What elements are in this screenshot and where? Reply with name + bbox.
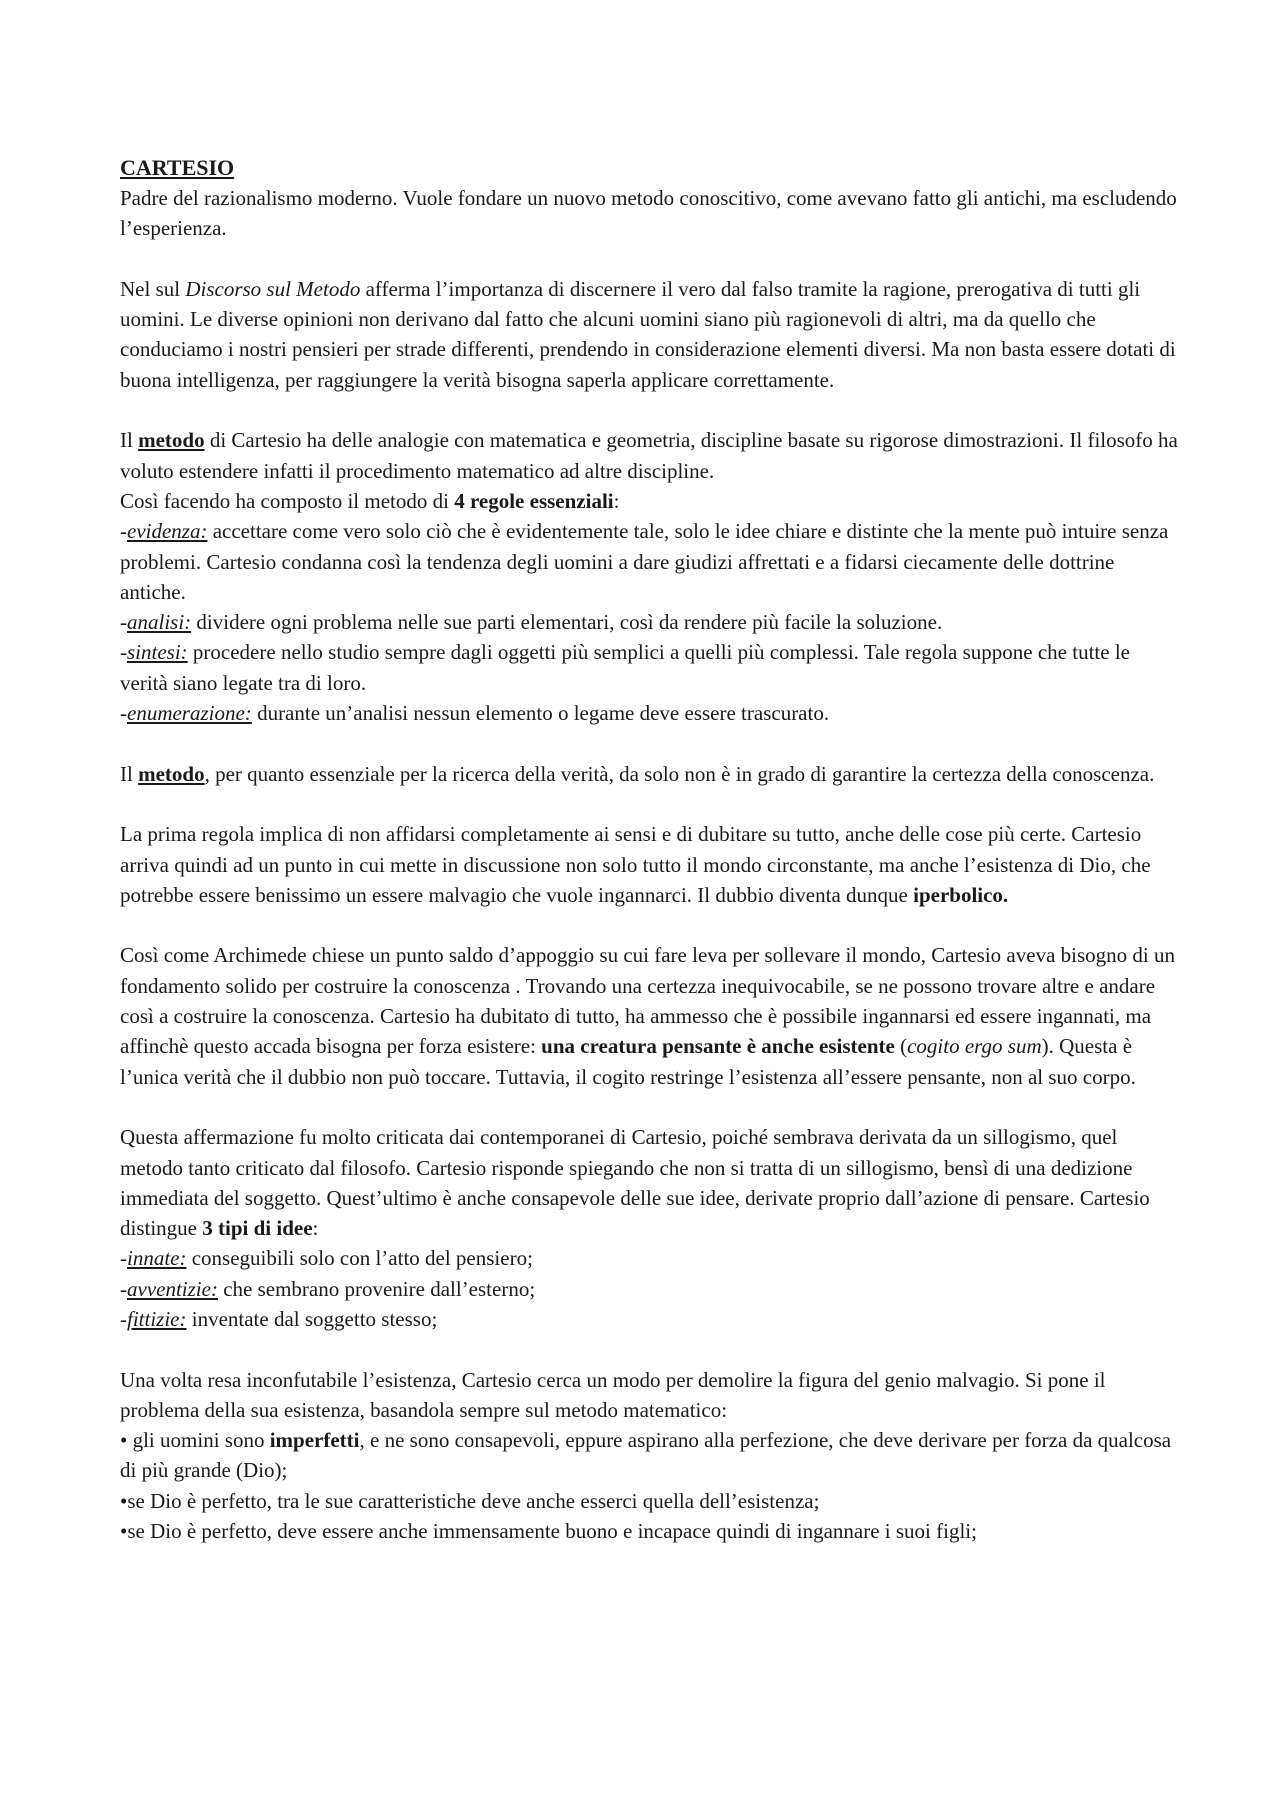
rule-text: procedere nello studio sempre dagli oggetti più semplici a quelli più complessi. Tale regola suppone che tutte le verità siano legate tra di loro. <box>120 640 1130 695</box>
idea-text: conseguibili solo con l’atto del pensiero; <box>186 1246 533 1271</box>
dash: - <box>120 519 127 544</box>
text-run: • gli uomini sono <box>120 1428 270 1453</box>
text-run: afferma l’importanza di discernere il vero dal falso tramite la ragione, prerogativa di tutti gli uomini. Le diverse opinioni non derivano dal fatto che alcuni uomini siano più ragionevoli di altri, ma da quello che conduciamo i nostri pensieri per strade differenti, prendendo in considerazione elementi diversi. Ma non basta essere dotati di buona intelligenza, per raggiungere la verità bisogna saperla applicare correttamente. <box>120 276 1176 392</box>
rules-count: 4 regole essenziali <box>454 488 614 513</box>
bullet-item: •se Dio è perfetto, deve essere anche immensamente buono e incapace quindi di ingannare i suoi figli; <box>120 1519 977 1544</box>
idea-term: innate: <box>127 1246 187 1271</box>
iperbolico-term: iperbolico. <box>913 882 1009 907</box>
rule-text: dividere ogni problema nelle sue parti elementari, così da rendere più facile la soluzione. <box>191 610 943 635</box>
dubbio-paragraph <box>120 819 1180 910</box>
idea-item <box>120 1304 1180 1334</box>
bullet-item <box>120 1425 1180 1486</box>
text-run: di Cartesio ha delle analogie con matematica e geometria, discipline basate su rigorose dimostrazioni. Il filosofo ha voluto estendere infatti il procedimento matematico ad altre discipline. <box>120 428 1178 483</box>
rule-item <box>120 637 1180 698</box>
archimede-paragraph <box>120 940 1180 1091</box>
idea-text: che sembrano provenire dall’esterno; <box>217 1276 536 1301</box>
imperfetti-term: imperfetti <box>269 1428 360 1453</box>
dash: - <box>120 1306 127 1331</box>
ideas-count: 3 tipi di idee <box>202 1216 313 1241</box>
spacer <box>120 1334 1180 1364</box>
spacer <box>120 728 1180 758</box>
text-run: : <box>613 488 620 513</box>
text-run: ). Questa è l’unica verità che il dubbio non può toccare. Tuttavia, il cogito restringe l’esistenza all’essere pensante, non al suo corpo. <box>120 1034 1136 1089</box>
rule-text: accettare come vero solo ciò che è evidentemente tale, solo le idee chiare e distinte che la mente può intuire senza problemi. Cartesio condanna così la tendenza degli uomini a dare giudizi affrettati e a fidarsi ciecamente delle dottrine antiche. <box>120 519 1169 604</box>
text-run: : <box>312 1216 319 1241</box>
text-run: Nel sul <box>120 276 186 301</box>
dash: - <box>120 1246 127 1271</box>
dio-paragraph: Una volta resa inconfutabile l’esistenza, Cartesio cerca un modo per demolire la figura del genio malvagio. Si pone il problema della sua esistenza, basandola sempre sul metodo matematico: <box>120 1367 1106 1422</box>
spacer <box>120 395 1180 425</box>
intro-paragraph: Padre del razionalismo moderno. Vuole fondare un nuovo metodo conoscitivo, come avevano fatto gli antichi, ma escludendo l’esperienza. <box>120 186 1177 241</box>
idea-text: inventate dal soggetto stesso; <box>186 1306 438 1331</box>
cogito-statement: una creatura pensante è anche esistente <box>541 1034 895 1059</box>
text-run: , e ne sono consapevoli, eppure aspirano alla perfezione, che deve derivare per forza da qualcosa di più grande (Dio); <box>120 1428 1172 1483</box>
metodo-paragraph <box>120 425 1180 486</box>
bullet-item: •se Dio è perfetto, tra le sue caratteristiche deve anche esserci quella dell’esistenza; <box>120 1488 820 1513</box>
idea-term: fittizie: <box>127 1306 187 1331</box>
metodo-term: metodo <box>138 761 205 786</box>
page-title: CARTESIO <box>120 155 235 180</box>
work-title: Discorso sul Metodo <box>185 276 361 301</box>
text-run: Il <box>120 761 139 786</box>
rule-item <box>120 607 1180 637</box>
metodo-rules-intro <box>120 486 1180 516</box>
dash: - <box>120 1276 127 1301</box>
text-run: Questa affermazione fu molto criticata dai contemporanei di Cartesio, poiché sembrava derivata da un sillogismo, quel metodo tanto criticato dal filosofo. Cartesio risponde spiegando che non si tratta di un sillogismo, bensì di una dedizione immediata del soggetto. Quest’ultimo è anche consapevole delle sue idee, derivate proprio dall’azione di pensare. Cartesio distingue <box>120 1125 1150 1241</box>
idea-term: avventizie: <box>127 1276 218 1301</box>
rule-term: analisi: <box>127 610 192 635</box>
spacer <box>120 1092 1180 1122</box>
text-run: , per quanto essenziale per la ricerca della verità, da solo non è in grado di garantire la certezza della conoscenza. <box>204 761 1155 786</box>
rule-term: evidenza: <box>127 519 208 544</box>
text-run: Così come Archimede chiese un punto saldo d’appoggio su cui fare leva per sollevare il mondo, Cartesio aveva bisogno di un fondamento solido per costruire la conoscenza . Trovando una certezza inequivocabile, se ne possono trovare altre e andare così a costruire la conoscenza. Cartesio ha dubitato di tutto, ha ammesso che è possibile ingannarsi ed essere ingannati, ma affinchè questo accada bisogna per forza esistere: <box>120 943 1175 1059</box>
text-run: ( <box>894 1034 908 1059</box>
rule-item <box>120 516 1180 607</box>
cogito-latin: cogito ergo sum <box>907 1034 1042 1059</box>
dash: - <box>120 640 127 665</box>
text-run: Così facendo ha composto il metodo di <box>120 488 455 513</box>
dash: - <box>120 701 127 726</box>
critica-paragraph <box>120 1122 1180 1243</box>
text-run: Il <box>120 428 139 453</box>
text-run: La prima regola implica di non affidarsi completamente ai sensi e di dubitare su tutto, anche delle cose più certe. Cartesio arriva quindi ad un punto in cui mette in discussione non solo tutto il mondo circonstante, ma anche l’esistenza di Dio, che potrebbe essere benissimo un essere malvagio che vuole ingannarci. Il dubbio diventa dunque <box>120 822 1151 907</box>
spacer <box>120 789 1180 819</box>
discorso-paragraph <box>120 274 1180 395</box>
rule-term: enumerazione: <box>127 701 252 726</box>
rule-text: durante un’analisi nessun elemento o legame deve essere trascurato. <box>251 701 830 726</box>
spacer <box>120 244 1180 274</box>
idea-item <box>120 1243 1180 1273</box>
rule-term: sintesi: <box>127 640 188 665</box>
rule-item <box>120 698 1180 728</box>
spacer <box>120 910 1180 940</box>
idea-item <box>120 1274 1180 1304</box>
dash: - <box>120 610 127 635</box>
metodo-term: metodo <box>138 428 205 453</box>
metodo-limit-paragraph <box>120 759 1180 789</box>
